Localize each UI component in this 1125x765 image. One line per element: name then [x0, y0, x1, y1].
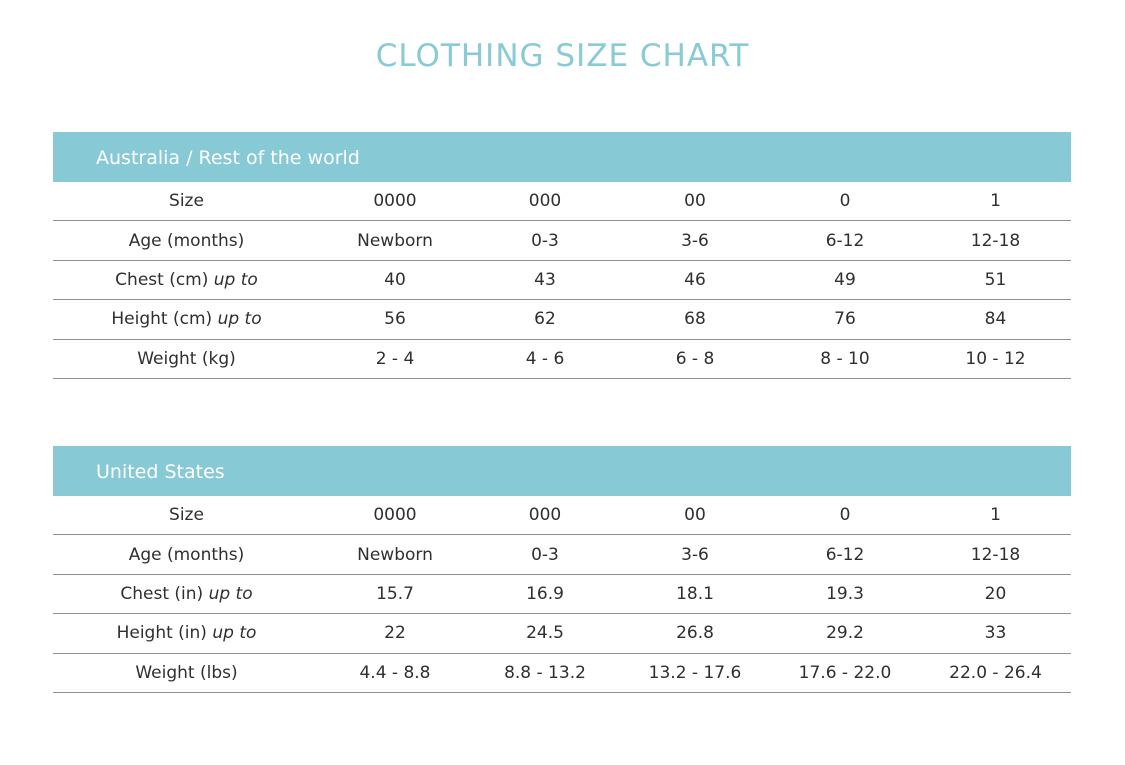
table-cell: 20 [984, 583, 1007, 604]
row-label: Age (months) [128, 544, 245, 565]
row-label-cell [53, 545, 320, 565]
table-cell: 22.0 - 26.4 [949, 662, 1042, 683]
table-cell: 4 - 6 [525, 348, 565, 369]
row-qualifier: up to [213, 269, 258, 290]
table-row-size [53, 496, 1071, 535]
table-cell: 16.9 [526, 583, 564, 604]
row-label: Weight (lbs) [135, 662, 238, 683]
table-row-age [53, 535, 1071, 574]
table-cell: 18.1 [676, 583, 714, 604]
table-cell: 4.4 - 8.8 [359, 662, 431, 683]
row-label: Weight (kg) [137, 348, 236, 369]
page-title: CLOTHING SIZE CHART [375, 38, 750, 74]
table-cell: 15.7 [376, 583, 414, 604]
row-qualifier: up to [217, 309, 262, 330]
table-cell: 12-18 [970, 544, 1021, 565]
row-label-cell [53, 309, 320, 329]
table-cell: 10 - 12 [965, 348, 1026, 369]
table-cell: 1 [990, 505, 1001, 526]
table-cell: 1 [990, 191, 1001, 212]
table-cell: Newborn [357, 230, 433, 251]
row-qualifier: up to [208, 583, 253, 604]
row-label: Size [169, 191, 204, 212]
table-cell: 0000 [373, 191, 417, 212]
table-row-height [53, 300, 1071, 339]
table-cell: Newborn [357, 544, 433, 565]
row-label: Height (cm) [111, 309, 213, 330]
table-cell: 00 [684, 191, 706, 212]
table-row-height [53, 614, 1071, 653]
size-table-australia [53, 132, 1071, 379]
table-cell: 000 [528, 191, 562, 212]
table-cell: 56 [384, 309, 406, 330]
table-header-united-states: United States [53, 446, 1071, 496]
table-row-weight [53, 340, 1071, 379]
size-table-united-states [53, 446, 1071, 693]
table-cell: 22 [384, 623, 406, 644]
table-cell: 19.3 [826, 583, 864, 604]
row-label-cell [53, 584, 320, 604]
table-cell: 0-3 [531, 230, 559, 251]
table-cell: 3-6 [681, 230, 709, 251]
table-cell: 43 [534, 269, 556, 290]
table-cell: 6-12 [825, 544, 865, 565]
row-label: Height (in) [116, 623, 207, 644]
table-cell: 33 [984, 623, 1007, 644]
row-label-cell [53, 231, 320, 251]
table-cell: 0000 [373, 505, 417, 526]
table-cell: 6-12 [825, 230, 865, 251]
table-cell: 17.6 - 22.0 [798, 662, 892, 683]
table-cell: 00 [684, 505, 706, 526]
table-cell: 6 - 8 [675, 348, 715, 369]
table-cell: 68 [684, 309, 706, 330]
table-cell: 000 [528, 505, 562, 526]
table-cell: 13.2 - 17.6 [648, 662, 742, 683]
table-cell: 0-3 [531, 544, 559, 565]
table-cell: 8.8 - 13.2 [504, 662, 586, 683]
table-cell: 51 [984, 269, 1007, 290]
table-row-size [53, 182, 1071, 221]
table-row-age [53, 221, 1071, 260]
table-cell: 3-6 [681, 544, 709, 565]
row-label-cell [53, 623, 320, 643]
table-cell: 12-18 [970, 230, 1021, 251]
table-cell: 8 - 10 [820, 348, 870, 369]
table-row-chest [53, 575, 1071, 614]
table-cell: 62 [534, 309, 556, 330]
row-label-cell [53, 663, 320, 683]
table-cell: 2 - 4 [375, 348, 415, 369]
table-cell: 46 [684, 269, 706, 290]
table-cell: 0 [839, 505, 851, 526]
table-cell: 40 [384, 269, 406, 290]
table-cell: 49 [834, 269, 856, 290]
table-cell: 24.5 [526, 623, 564, 644]
table-cell: 84 [984, 309, 1007, 330]
table-row-weight [53, 654, 1071, 693]
table-cell: 26.8 [676, 623, 714, 644]
row-qualifier: up to [212, 623, 257, 644]
row-label: Size [169, 505, 204, 526]
table-cell: 29.2 [826, 623, 864, 644]
row-label: Age (months) [128, 230, 245, 251]
row-label-cell [53, 349, 320, 369]
table-cell: 76 [834, 309, 856, 330]
row-label-cell [53, 505, 320, 525]
table-header-australia: Australia / Rest of the world [53, 132, 1071, 182]
row-label-cell [53, 191, 320, 211]
table-cell: 0 [839, 191, 851, 212]
row-label: Chest (cm) [115, 269, 209, 290]
row-label: Chest (in) [120, 583, 204, 604]
row-label-cell [53, 270, 320, 290]
table-row-chest [53, 261, 1071, 300]
